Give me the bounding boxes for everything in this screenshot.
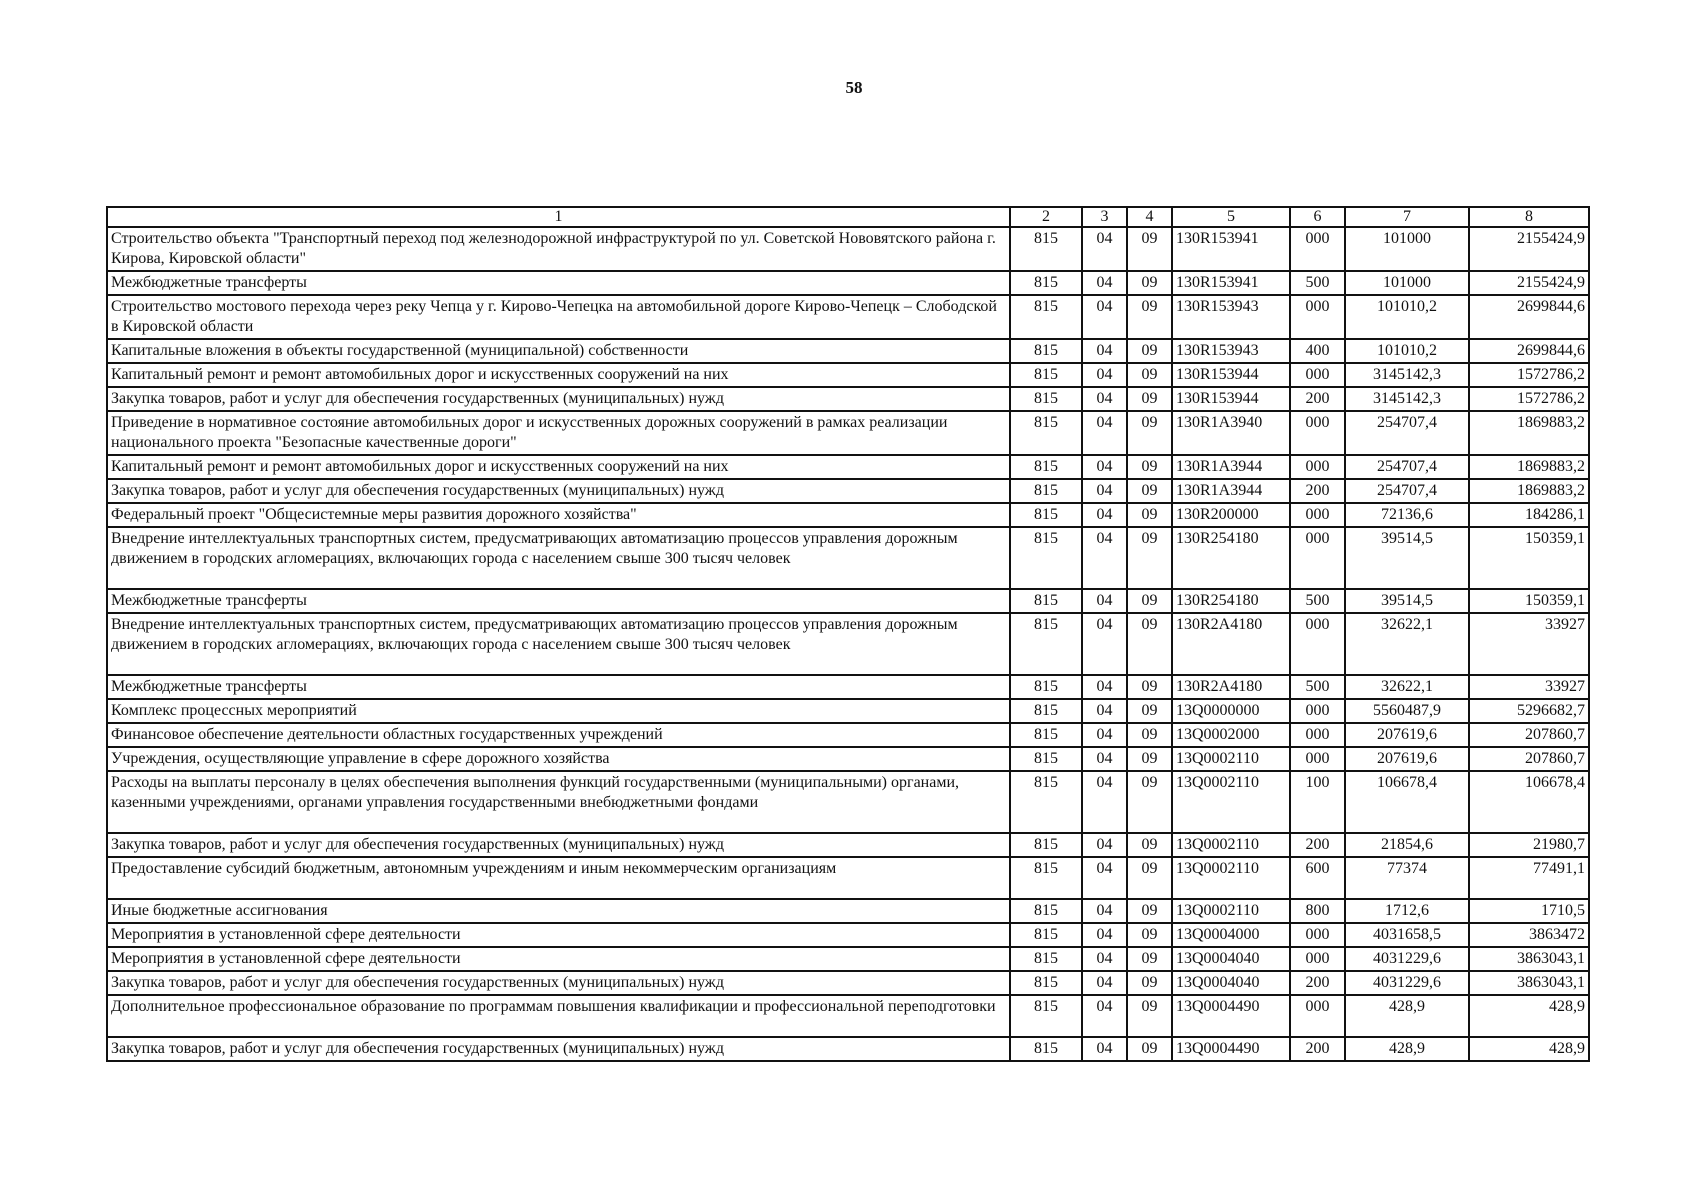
amount-col8-cell: 2699844,6	[1469, 339, 1589, 363]
subsection-code-cell: 09	[1127, 995, 1172, 1037]
header-row	[107, 207, 1589, 227]
amount-col7-cell: 207619,6	[1345, 747, 1469, 771]
expense-name-cell: Закупка товаров, работ и услуг для обеспечения государственных (муниципальных) нужд	[107, 971, 1010, 995]
expense-name-cell: Строительство объекта "Транспортный переход под железнодорожной инфраструктурой по ул. Советской Нововятского района г. Кирова, Кировской области"	[107, 227, 1010, 271]
expense-type-cell: 000	[1290, 723, 1345, 747]
target-article-cell: 13Q0002000	[1172, 723, 1290, 747]
header-cell: 8	[1469, 207, 1589, 227]
expense-name-cell: Расходы на выплаты персоналу в целях обеспечения выполнения функций государственными (муниципальными) органами, казенными учреждениями, органами управления государственными внебюджетными фондами	[107, 771, 1010, 833]
subsection-code-cell: 09	[1127, 899, 1172, 923]
amount-col8-cell: 1572786,2	[1469, 387, 1589, 411]
table-row	[107, 271, 1589, 295]
amount-col8-cell: 1869883,2	[1469, 479, 1589, 503]
grbs-code-cell: 815	[1010, 857, 1082, 899]
subsection-code-cell: 09	[1127, 771, 1172, 833]
amount-col8-cell: 184286,1	[1469, 503, 1589, 527]
expense-name-cell: Межбюджетные трансферты	[107, 271, 1010, 295]
subsection-code-cell: 09	[1127, 699, 1172, 723]
expense-type-cell: 100	[1290, 771, 1345, 833]
expense-type-cell: 000	[1290, 747, 1345, 771]
amount-col7-cell: 1712,6	[1345, 899, 1469, 923]
table-row	[107, 947, 1589, 971]
grbs-code-cell: 815	[1010, 723, 1082, 747]
header-cell: 5	[1172, 207, 1290, 227]
amount-col7-cell: 207619,6	[1345, 723, 1469, 747]
budget-table	[106, 206, 1590, 1062]
expense-name-cell: Иные бюджетные ассигнования	[107, 899, 1010, 923]
expense-type-cell: 000	[1290, 295, 1345, 339]
table-body	[107, 227, 1589, 1061]
amount-col8-cell: 5296682,7	[1469, 699, 1589, 723]
subsection-code-cell: 09	[1127, 857, 1172, 899]
grbs-code-cell: 815	[1010, 295, 1082, 339]
table-row	[107, 455, 1589, 479]
amount-col8-cell: 1869883,2	[1469, 411, 1589, 455]
target-article-cell: 130R153941	[1172, 271, 1290, 295]
target-article-cell: 13Q0002110	[1172, 857, 1290, 899]
subsection-code-cell: 09	[1127, 503, 1172, 527]
amount-col8-cell: 33927	[1469, 613, 1589, 675]
target-article-cell: 130R1A3944	[1172, 479, 1290, 503]
subsection-code-cell: 09	[1127, 339, 1172, 363]
target-article-cell: 130R254180	[1172, 589, 1290, 613]
amount-col7-cell: 254707,4	[1345, 455, 1469, 479]
amount-col8-cell: 428,9	[1469, 995, 1589, 1037]
expense-name-cell: Комплекс процессных мероприятий	[107, 699, 1010, 723]
subsection-code-cell: 09	[1127, 411, 1172, 455]
target-article-cell: 130R1A3944	[1172, 455, 1290, 479]
expense-name-cell: Капитальный ремонт и ремонт автомобильных дорог и искусственных сооружений на них	[107, 363, 1010, 387]
table-row	[107, 675, 1589, 699]
table-row	[107, 771, 1589, 833]
grbs-code-cell: 815	[1010, 923, 1082, 947]
expense-name-cell: Межбюджетные трансферты	[107, 589, 1010, 613]
amount-col7-cell: 4031658,5	[1345, 923, 1469, 947]
grbs-code-cell: 815	[1010, 899, 1082, 923]
table-row	[107, 613, 1589, 675]
expense-type-cell: 200	[1290, 971, 1345, 995]
expense-type-cell: 000	[1290, 411, 1345, 455]
expense-type-cell: 000	[1290, 455, 1345, 479]
amount-col8-cell: 1572786,2	[1469, 363, 1589, 387]
section-code-cell: 04	[1082, 613, 1127, 675]
amount-col8-cell: 1710,5	[1469, 899, 1589, 923]
expense-name-cell: Закупка товаров, работ и услуг для обеспечения государственных (муниципальных) нужд	[107, 833, 1010, 857]
expense-name-cell: Федеральный проект "Общесистемные меры развития дорожного хозяйства"	[107, 503, 1010, 527]
subsection-code-cell: 09	[1127, 613, 1172, 675]
subsection-code-cell: 09	[1127, 295, 1172, 339]
amount-col8-cell: 2155424,9	[1469, 271, 1589, 295]
table-row	[107, 899, 1589, 923]
section-code-cell: 04	[1082, 747, 1127, 771]
subsection-code-cell: 09	[1127, 833, 1172, 857]
amount-col8-cell: 3863472	[1469, 923, 1589, 947]
subsection-code-cell: 09	[1127, 589, 1172, 613]
target-article-cell: 130R153944	[1172, 387, 1290, 411]
table-row	[107, 833, 1589, 857]
amount-col8-cell: 2699844,6	[1469, 295, 1589, 339]
expense-name-cell: Предоставление субсидий бюджетным, автономным учреждениям и иным некоммерческим организациям	[107, 857, 1010, 899]
grbs-code-cell: 815	[1010, 613, 1082, 675]
expense-name-cell: Мероприятия в установленной сфере деятельности	[107, 923, 1010, 947]
target-article-cell: 13Q0004490	[1172, 995, 1290, 1037]
table-row	[107, 387, 1589, 411]
subsection-code-cell: 09	[1127, 363, 1172, 387]
amount-col7-cell: 4031229,6	[1345, 971, 1469, 995]
grbs-code-cell: 815	[1010, 771, 1082, 833]
amount-col8-cell: 3863043,1	[1469, 971, 1589, 995]
amount-col7-cell: 32622,1	[1345, 675, 1469, 699]
section-code-cell: 04	[1082, 947, 1127, 971]
subsection-code-cell: 09	[1127, 971, 1172, 995]
grbs-code-cell: 815	[1010, 699, 1082, 723]
amount-col7-cell: 101000	[1345, 227, 1469, 271]
amount-col7-cell: 39514,5	[1345, 527, 1469, 589]
target-article-cell: 130R254180	[1172, 527, 1290, 589]
expense-name-cell: Закупка товаров, работ и услуг для обеспечения государственных (муниципальных) нужд	[107, 479, 1010, 503]
section-code-cell: 04	[1082, 971, 1127, 995]
table-row	[107, 503, 1589, 527]
grbs-code-cell: 815	[1010, 387, 1082, 411]
subsection-code-cell: 09	[1127, 923, 1172, 947]
subsection-code-cell: 09	[1127, 271, 1172, 295]
section-code-cell: 04	[1082, 479, 1127, 503]
target-article-cell: 13Q0002110	[1172, 771, 1290, 833]
expense-type-cell: 200	[1290, 1037, 1345, 1061]
subsection-code-cell: 09	[1127, 1037, 1172, 1061]
target-article-cell: 130R2A4180	[1172, 613, 1290, 675]
grbs-code-cell: 815	[1010, 1037, 1082, 1061]
section-code-cell: 04	[1082, 271, 1127, 295]
target-article-cell: 13Q0002110	[1172, 899, 1290, 923]
amount-col8-cell: 150359,1	[1469, 527, 1589, 589]
section-code-cell: 04	[1082, 295, 1127, 339]
amount-col7-cell: 39514,5	[1345, 589, 1469, 613]
section-code-cell: 04	[1082, 387, 1127, 411]
subsection-code-cell: 09	[1127, 675, 1172, 699]
amount-col8-cell: 207860,7	[1469, 723, 1589, 747]
grbs-code-cell: 815	[1010, 747, 1082, 771]
expense-type-cell: 000	[1290, 699, 1345, 723]
section-code-cell: 04	[1082, 527, 1127, 589]
amount-col7-cell: 4031229,6	[1345, 947, 1469, 971]
grbs-code-cell: 815	[1010, 503, 1082, 527]
subsection-code-cell: 09	[1127, 387, 1172, 411]
expense-name-cell: Капитальные вложения в объекты государственной (муниципальной) собственности	[107, 339, 1010, 363]
amount-col8-cell: 33927	[1469, 675, 1589, 699]
expense-type-cell: 400	[1290, 339, 1345, 363]
target-article-cell: 13Q0004040	[1172, 971, 1290, 995]
amount-col8-cell: 428,9	[1469, 1037, 1589, 1061]
section-code-cell: 04	[1082, 1037, 1127, 1061]
grbs-code-cell: 815	[1010, 971, 1082, 995]
section-code-cell: 04	[1082, 411, 1127, 455]
grbs-code-cell: 815	[1010, 675, 1082, 699]
grbs-code-cell: 815	[1010, 227, 1082, 271]
amount-col8-cell: 1869883,2	[1469, 455, 1589, 479]
target-article-cell: 130R2A4180	[1172, 675, 1290, 699]
expense-name-cell: Межбюджетные трансферты	[107, 675, 1010, 699]
table-row	[107, 857, 1589, 899]
section-code-cell: 04	[1082, 995, 1127, 1037]
section-code-cell: 04	[1082, 363, 1127, 387]
table-row	[107, 227, 1589, 271]
table-row	[107, 723, 1589, 747]
table-row	[107, 923, 1589, 947]
table-row	[107, 479, 1589, 503]
amount-col7-cell: 101010,2	[1345, 295, 1469, 339]
expense-type-cell: 200	[1290, 833, 1345, 857]
table-row	[107, 589, 1589, 613]
expense-type-cell: 000	[1290, 227, 1345, 271]
expense-type-cell: 500	[1290, 271, 1345, 295]
section-code-cell: 04	[1082, 503, 1127, 527]
table-row	[107, 971, 1589, 995]
grbs-code-cell: 815	[1010, 411, 1082, 455]
table-row	[107, 1037, 1589, 1061]
subsection-code-cell: 09	[1127, 723, 1172, 747]
grbs-code-cell: 815	[1010, 339, 1082, 363]
header-cell: 1	[107, 207, 1010, 227]
target-article-cell: 13Q0004040	[1172, 947, 1290, 971]
grbs-code-cell: 815	[1010, 271, 1082, 295]
section-code-cell: 04	[1082, 699, 1127, 723]
expense-type-cell: 200	[1290, 479, 1345, 503]
expense-name-cell: Дополнительное профессиональное образование по программам повышения квалификации и профессиональной переподготовки	[107, 995, 1010, 1037]
table-row	[107, 747, 1589, 771]
expense-type-cell: 200	[1290, 387, 1345, 411]
target-article-cell: 13Q0004000	[1172, 923, 1290, 947]
expense-name-cell: Мероприятия в установленной сфере деятельности	[107, 947, 1010, 971]
expense-name-cell: Внедрение интеллектуальных транспортных систем, предусматривающих автоматизацию процессов управления дорожным движением в городских агломерациях, включающих города с населением свыше 300 тысяч человек	[107, 527, 1010, 589]
amount-col7-cell: 428,9	[1345, 1037, 1469, 1061]
grbs-code-cell: 815	[1010, 589, 1082, 613]
amount-col8-cell: 207860,7	[1469, 747, 1589, 771]
amount-col7-cell: 3145142,3	[1345, 363, 1469, 387]
amount-col7-cell: 106678,4	[1345, 771, 1469, 833]
expense-type-cell: 600	[1290, 857, 1345, 899]
expense-name-cell: Строительство мостового перехода через реку Чепца у г. Кирово-Чепецка на автомобильной дороге Кирово-Чепецк – Слободской в Кировской области	[107, 295, 1010, 339]
expense-name-cell: Внедрение интеллектуальных транспортных систем, предусматривающих автоматизацию процессов управления дорожным движением в городских агломерациях, включающих города с населением свыше 300 тысяч человек	[107, 613, 1010, 675]
section-code-cell: 04	[1082, 455, 1127, 479]
header-cell: 7	[1345, 207, 1469, 227]
target-article-cell: 13Q0002110	[1172, 833, 1290, 857]
subsection-code-cell: 09	[1127, 455, 1172, 479]
amount-col7-cell: 32622,1	[1345, 613, 1469, 675]
target-article-cell: 130R200000	[1172, 503, 1290, 527]
amount-col8-cell: 2155424,9	[1469, 227, 1589, 271]
header-cell: 6	[1290, 207, 1345, 227]
target-article-cell: 130R1A3940	[1172, 411, 1290, 455]
header-cell: 2	[1010, 207, 1082, 227]
target-article-cell: 130R153944	[1172, 363, 1290, 387]
amount-col7-cell: 72136,6	[1345, 503, 1469, 527]
expense-type-cell: 000	[1290, 923, 1345, 947]
table-row	[107, 411, 1589, 455]
target-article-cell: 13Q0000000	[1172, 699, 1290, 723]
subsection-code-cell: 09	[1127, 947, 1172, 971]
target-article-cell: 13Q0002110	[1172, 747, 1290, 771]
section-code-cell: 04	[1082, 771, 1127, 833]
subsection-code-cell: 09	[1127, 527, 1172, 589]
subsection-code-cell: 09	[1127, 479, 1172, 503]
grbs-code-cell: 815	[1010, 363, 1082, 387]
section-code-cell: 04	[1082, 899, 1127, 923]
expense-type-cell: 000	[1290, 503, 1345, 527]
header-cell: 4	[1127, 207, 1172, 227]
amount-col8-cell: 77491,1	[1469, 857, 1589, 899]
section-code-cell: 04	[1082, 833, 1127, 857]
subsection-code-cell: 09	[1127, 747, 1172, 771]
target-article-cell: 130R153941	[1172, 227, 1290, 271]
table-row	[107, 295, 1589, 339]
target-article-cell: 130R153943	[1172, 295, 1290, 339]
amount-col7-cell: 428,9	[1345, 995, 1469, 1037]
amount-col8-cell: 106678,4	[1469, 771, 1589, 833]
expense-type-cell: 000	[1290, 527, 1345, 589]
page-number: 58	[845, 78, 863, 97]
grbs-code-cell: 815	[1010, 947, 1082, 971]
amount-col7-cell: 101010,2	[1345, 339, 1469, 363]
subsection-code-cell: 09	[1127, 227, 1172, 271]
expense-type-cell: 000	[1290, 613, 1345, 675]
expense-type-cell: 500	[1290, 675, 1345, 699]
expense-name-cell: Финансовое обеспечение деятельности областных государственных учреждений	[107, 723, 1010, 747]
table-row	[107, 995, 1589, 1037]
table-row	[107, 527, 1589, 589]
target-article-cell: 13Q0004490	[1172, 1037, 1290, 1061]
amount-col8-cell: 21980,7	[1469, 833, 1589, 857]
amount-col7-cell: 21854,6	[1345, 833, 1469, 857]
amount-col7-cell: 254707,4	[1345, 411, 1469, 455]
expense-name-cell: Учреждения, осуществляющие управление в сфере дорожного хозяйства	[107, 747, 1010, 771]
section-code-cell: 04	[1082, 227, 1127, 271]
expense-type-cell: 500	[1290, 589, 1345, 613]
expense-type-cell: 000	[1290, 947, 1345, 971]
grbs-code-cell: 815	[1010, 995, 1082, 1037]
grbs-code-cell: 815	[1010, 833, 1082, 857]
amount-col7-cell: 77374	[1345, 857, 1469, 899]
header-cell: 3	[1082, 207, 1127, 227]
table-row	[107, 699, 1589, 723]
table-row	[107, 363, 1589, 387]
grbs-code-cell: 815	[1010, 527, 1082, 589]
expense-type-cell: 000	[1290, 995, 1345, 1037]
grbs-code-cell: 815	[1010, 455, 1082, 479]
amount-col7-cell: 3145142,3	[1345, 387, 1469, 411]
section-code-cell: 04	[1082, 923, 1127, 947]
expense-name-cell: Закупка товаров, работ и услуг для обеспечения государственных (муниципальных) нужд	[107, 1037, 1010, 1061]
expense-name-cell: Закупка товаров, работ и услуг для обеспечения государственных (муниципальных) нужд	[107, 387, 1010, 411]
section-code-cell: 04	[1082, 723, 1127, 747]
section-code-cell: 04	[1082, 675, 1127, 699]
amount-col7-cell: 5560487,9	[1345, 699, 1469, 723]
target-article-cell: 130R153943	[1172, 339, 1290, 363]
expense-name-cell: Приведение в нормативное состояние автомобильных дорог и искусственных дорожных сооружений в рамках реализации национального проекта "Безопасные качественные дороги"	[107, 411, 1010, 455]
table-row	[107, 339, 1589, 363]
expense-type-cell: 000	[1290, 363, 1345, 387]
expense-name-cell: Капитальный ремонт и ремонт автомобильных дорог и искусственных сооружений на них	[107, 455, 1010, 479]
section-code-cell: 04	[1082, 589, 1127, 613]
amount-col7-cell: 254707,4	[1345, 479, 1469, 503]
section-code-cell: 04	[1082, 857, 1127, 899]
grbs-code-cell: 815	[1010, 479, 1082, 503]
expense-type-cell: 800	[1290, 899, 1345, 923]
amount-col8-cell: 3863043,1	[1469, 947, 1589, 971]
section-code-cell: 04	[1082, 339, 1127, 363]
amount-col8-cell: 150359,1	[1469, 589, 1589, 613]
amount-col7-cell: 101000	[1345, 271, 1469, 295]
